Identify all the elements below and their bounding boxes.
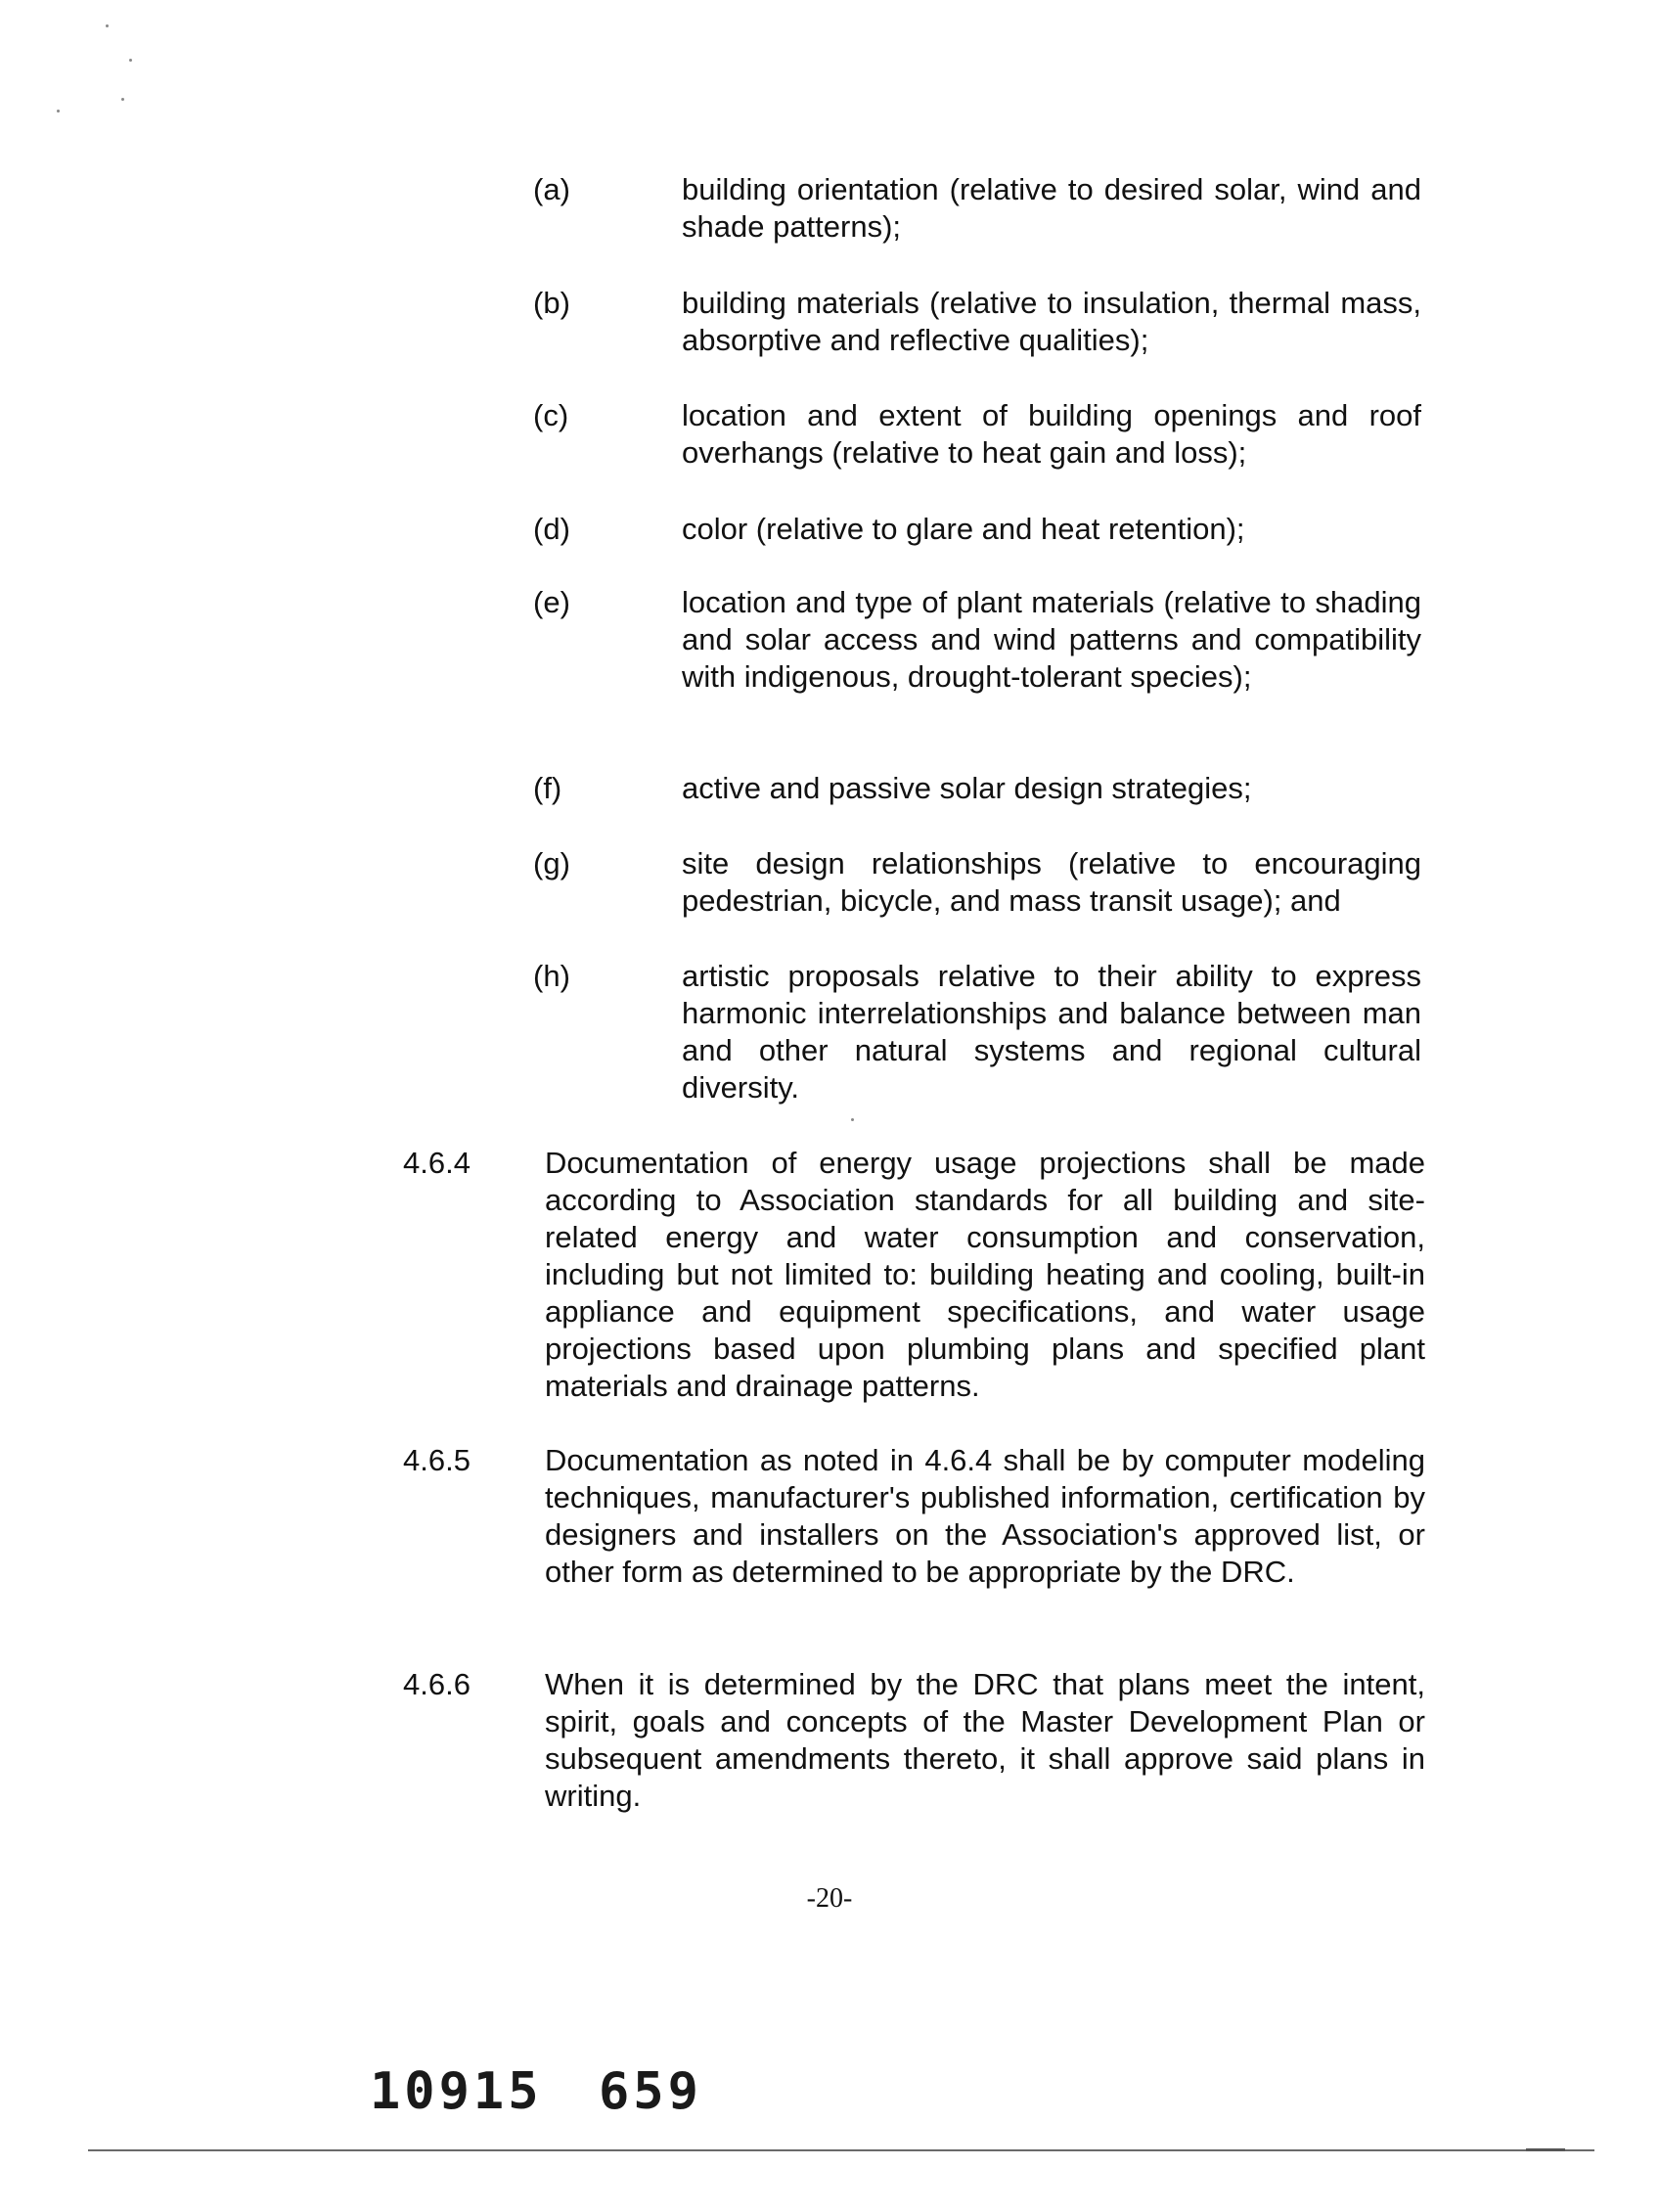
section-number: 4.6.5 — [403, 1443, 471, 1477]
scan-speck — [121, 98, 124, 101]
section-number: 4.6.4 — [403, 1146, 471, 1180]
list-item-text: building orientation (relative to desired solar, wind and shade patterns); — [682, 172, 1421, 244]
scan-speck — [57, 110, 60, 113]
list-item-text: artistic proposals relative to their ability to express harmonic interrelationships and balance between man and other natural systems and regional cultural diversity. — [682, 959, 1421, 1105]
bottom-rule-mark — [1526, 2148, 1565, 2151]
scan-speck — [106, 24, 109, 27]
list-item-text: site design relationships (relative to encouraging pedestrian, bicycle, and mass transit usage); and — [682, 846, 1421, 918]
list-item-text: location and type of plant materials (relative to shading and solar access and wind patterns and compatibility with indigenous, drought-tolerant species); — [682, 585, 1421, 694]
list-item-label: (a) — [533, 172, 570, 206]
section-number: 4.6.6 — [403, 1667, 471, 1701]
list-item-text: active and passive solar design strategies; — [682, 771, 1252, 805]
section-text: Documentation as noted in 4.6.4 shall be by computer modeling techniques, manufacturer's published information, certification by designers and installers on the Association's approved list, or other form as determined to be appropriate by the DRC. — [545, 1443, 1425, 1589]
list-item-label: (f) — [533, 771, 562, 805]
recording-page-number: 659 — [599, 2062, 702, 2121]
bottom-rule — [88, 2149, 1594, 2151]
list-item-label: (b) — [533, 286, 570, 320]
recording-book-number: 10915 — [370, 2062, 543, 2121]
page-number: -20- — [806, 1883, 853, 1914]
list-item-label: (g) — [533, 846, 570, 880]
list-item-label: (e) — [533, 585, 570, 619]
list-item-label: (d) — [533, 512, 570, 546]
scan-speck — [129, 59, 132, 62]
list-item-label: (h) — [533, 959, 570, 993]
list-item-label: (c) — [533, 398, 569, 432]
list-item-text: building materials (relative to insulation, thermal mass, absorptive and reflective qualities); — [682, 286, 1421, 357]
scan-speck — [851, 1118, 854, 1121]
section-text: When it is determined by the DRC that plans meet the intent, spirit, goals and concepts of the Master Development Plan or subsequent amendments thereto, it shall approve said plans in writing. — [545, 1667, 1425, 1813]
list-item-text: color (relative to glare and heat retention); — [682, 512, 1245, 546]
section-text: Documentation of energy usage projections shall be made according to Association standards for all building and site-related energy and water consumption and conservation, including but not limited to: building heating and cooling, built-in appliance and equipment specifications, and water usage projections based upon plumbing plans and specified plant materials and drainage patterns. — [545, 1146, 1425, 1403]
list-item-text: location and extent of building openings and roof overhangs (relative to heat gain and loss); — [682, 398, 1421, 470]
